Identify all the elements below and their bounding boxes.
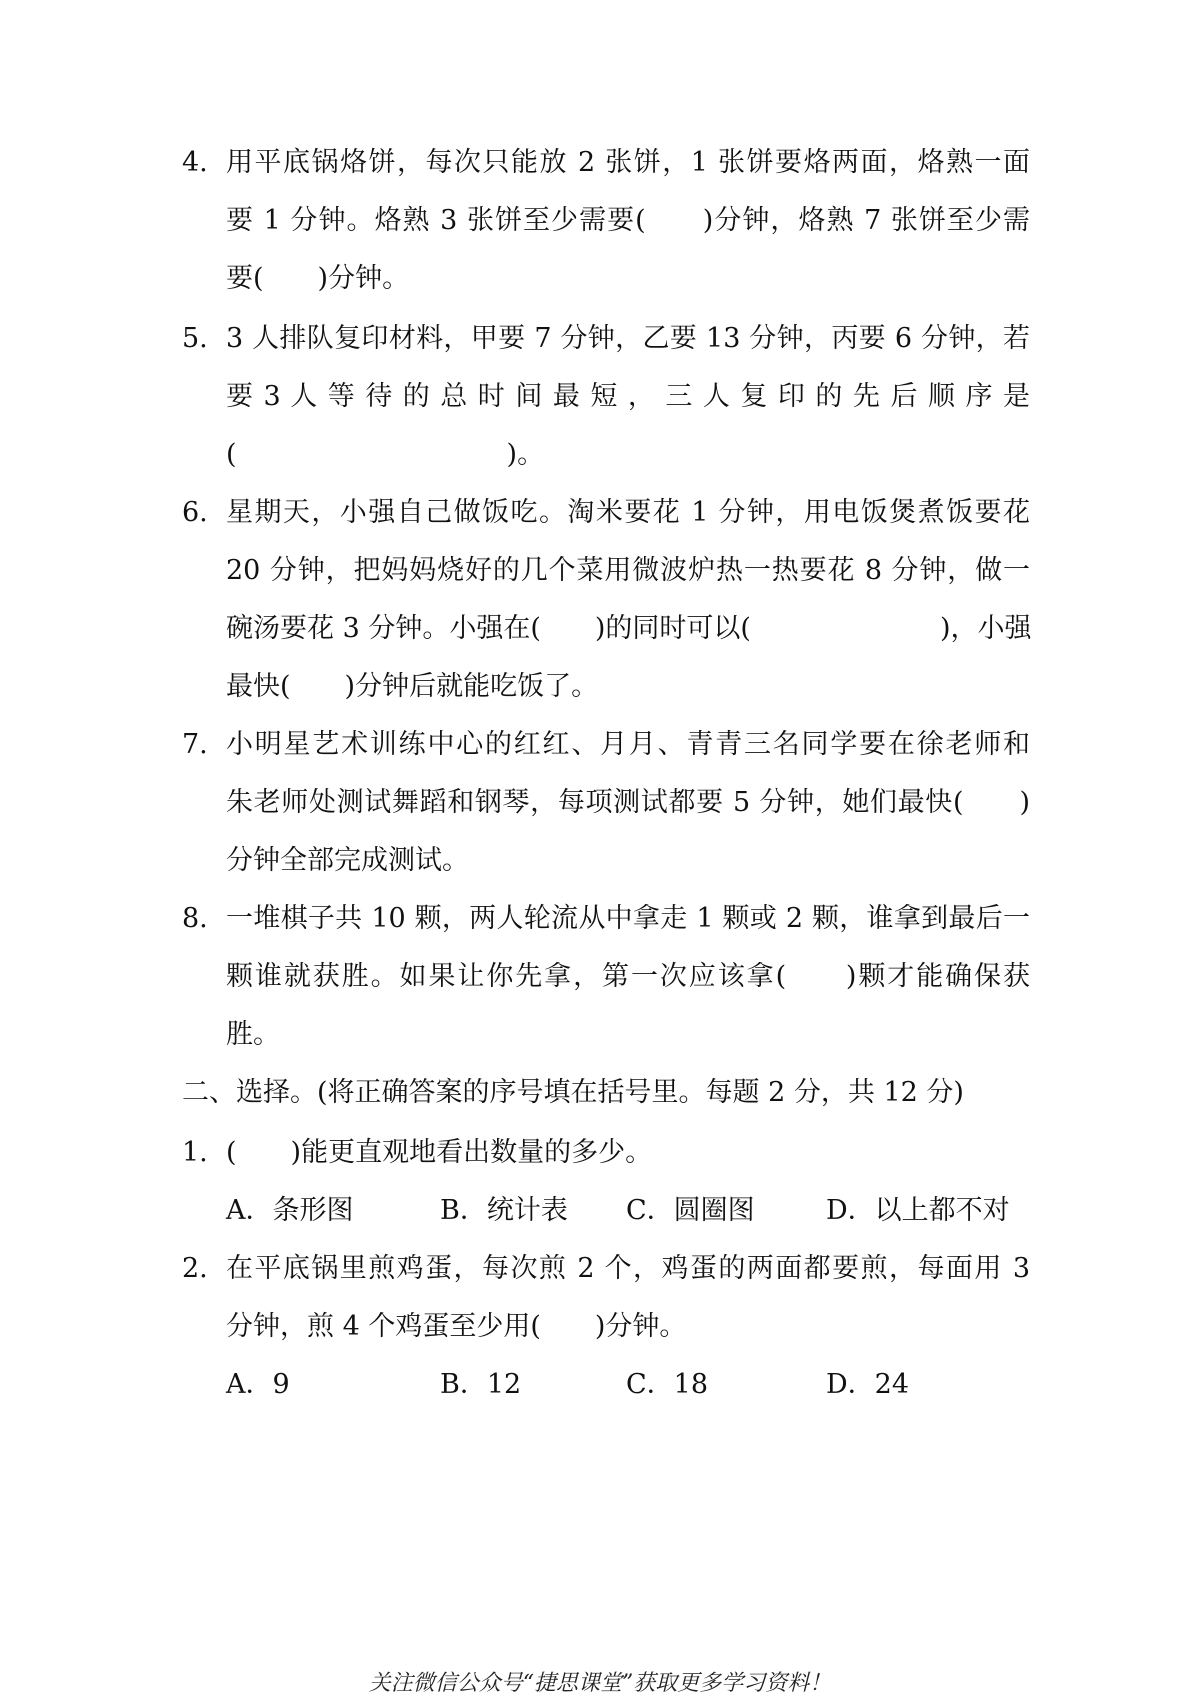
option-c: C．圆圈图 xyxy=(626,1195,755,1226)
question-text-line: 分钟全部完成测试。 xyxy=(226,845,469,876)
question-text-line: 颗谁就获胜。如果让你先拿，第一次应该拿( )颗才能确保获 xyxy=(226,961,1030,992)
question-text-line: 碗汤要花 3 分钟。小强在( )的同时可以( )，小强 xyxy=(226,613,1032,644)
question-text-line: 一堆棋子共 10 颗，两人轮流从中拿走 1 颗或 2 颗，谁拿到最后一 xyxy=(226,903,1030,934)
section-heading: 二、选择。(将正确答案的序号填在括号里。每题 2 分，共 12 分) xyxy=(182,1077,964,1108)
question-text-line: 星期天，小强自己做饭吃。淘米要花 1 分钟，用电饭煲煮饭要花 xyxy=(226,497,1030,528)
option-a: A．9 xyxy=(226,1369,290,1400)
question-number: 5. xyxy=(182,323,208,354)
question-text-line: ( )。 xyxy=(226,439,545,470)
option-d: D．以上都不对 xyxy=(826,1195,1010,1226)
option-b: B．12 xyxy=(440,1369,522,1400)
footer-promo: 关注微信公众号“捷思课堂”获取更多学习资料！ xyxy=(368,1671,832,1696)
question-text-line: 要 3 人 等 待 的 总 时 间 最 短 ， 三 人 复 印 的 先 后 顺 序 是 xyxy=(226,381,1030,412)
question-number: 7. xyxy=(182,729,208,760)
question-text-line: 分钟，煎 4 个鸡蛋至少用( )分钟。 xyxy=(226,1311,687,1342)
option-a: A．条形图 xyxy=(226,1195,354,1226)
question-text-line: 要 1 分钟。烙熟 3 张饼至少需要( )分钟，烙熟 7 张饼至少需 xyxy=(226,205,1030,236)
question-number: 6. xyxy=(182,497,208,528)
question-text-line: ( )能更直观地看出数量的多少。 xyxy=(226,1137,653,1168)
question-text-line: 最快( )分钟后就能吃饭了。 xyxy=(226,671,599,702)
question-number: 2. xyxy=(182,1253,208,1284)
question-text-line: 20 分钟，把妈妈烧好的几个菜用微波炉热一热要花 8 分钟，做一 xyxy=(226,555,1030,586)
question-text-line: 用平底锅烙饼，每次只能放 2 张饼，1 张饼要烙两面，烙熟一面 xyxy=(226,147,1030,178)
question-number: 4. xyxy=(182,147,208,178)
question-text-line: 在平底锅里煎鸡蛋，每次煎 2 个，鸡蛋的两面都要煎，每面用 3 xyxy=(226,1253,1030,1284)
question-text-line: 胜。 xyxy=(226,1019,280,1050)
question-text-line: 要( )分钟。 xyxy=(226,263,410,294)
option-b: B．统计表 xyxy=(440,1195,568,1226)
question-number: 1. xyxy=(182,1137,208,1168)
question-number: 8. xyxy=(182,903,208,934)
question-text-line: 朱老师处测试舞蹈和钢琴，每项测试都要 5 分钟，她们最快( ) xyxy=(226,787,1030,818)
option-c: C．18 xyxy=(626,1369,709,1400)
question-text-line: 3 人排队复印材料，甲要 7 分钟，乙要 13 分钟，丙要 6 分钟，若 xyxy=(226,323,1030,354)
option-d: D．24 xyxy=(826,1369,910,1400)
question-text-line: 小明星艺术训练中心的红红、月月、青青三名同学要在徐老师和 xyxy=(226,729,1030,760)
